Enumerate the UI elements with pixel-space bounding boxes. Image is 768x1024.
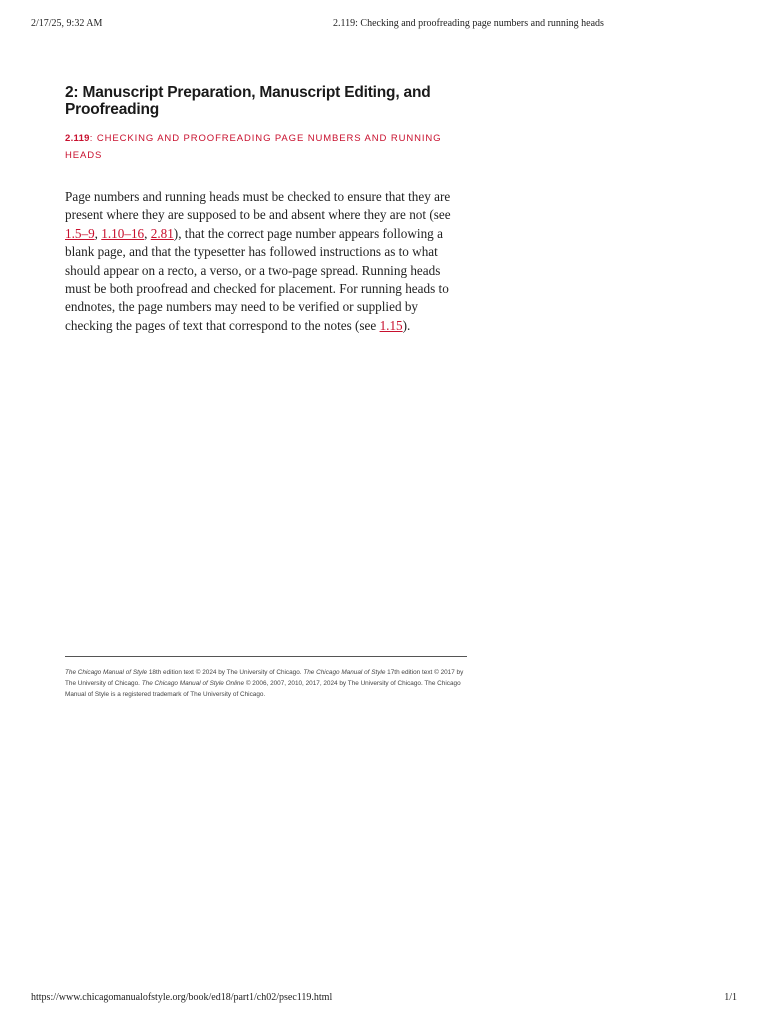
section-separator: :	[89, 133, 94, 144]
copyright-text: 18th edition text © 2024 by The University of Chicago.	[147, 669, 304, 676]
copyright-text: © 2006, 2007, 2010, 2017, 2024 by The University of Chicago. The Chicago Manual of Style is a registered trademark of The University of Chicago.	[65, 679, 461, 698]
cross-reference-link[interactable]: 1.10–16	[101, 225, 145, 241]
cross-reference-link[interactable]: 1.15	[379, 317, 403, 333]
copyright-notice	[65, 668, 467, 700]
cross-reference-link[interactable]: 2.81	[150, 225, 174, 241]
separator: ,	[94, 225, 102, 241]
paragraph-text-3: ).	[402, 317, 411, 333]
paragraph	[65, 188, 467, 335]
chapter-title: 2: Manuscript Preparation, Manuscript Editing, and Proofreading	[65, 84, 431, 118]
paragraph-text-1: Page numbers and running heads must be checked to ensure that they are present where they are supposed to be and absent where they are not (see	[65, 189, 451, 223]
print-page-number: 1/1	[724, 992, 737, 1003]
section-title: CHECKING AND PROOFREADING PAGE NUMBERS AND RUNNING HEADS	[65, 133, 442, 161]
copyright-book-title: The Chicago Manual of Style	[65, 669, 148, 676]
copyright-text: 17th edition text © 2017 by The University of Chicago.	[65, 669, 464, 687]
copyright-book-title: The Chicago Manual of Style	[303, 669, 386, 676]
copyright-online-title: The Chicago Manual of Style Online	[141, 679, 245, 687]
section-number: 2.119	[65, 133, 90, 144]
print-page-title: 2.119: Checking and proofreading page numbers and running heads	[333, 18, 604, 29]
section-heading	[65, 130, 467, 164]
footer-divider	[65, 656, 467, 657]
paragraph-text-2: ), that the correct page number appears following a blank page, and that the typesetter has followed instructions as to what should appear on a recto, a verso, or a two-page spread. Running heads must be both proofread and checked for placement. For running heads to endnotes, the page numbers may need to be verified or supplied by checking the pages of text that correspond to the notes (see	[65, 225, 449, 333]
article	[65, 84, 467, 348]
separator: ,	[144, 225, 151, 241]
cross-reference-link[interactable]: 1.5–9	[65, 225, 95, 241]
print-header	[31, 18, 737, 34]
print-datetime: 2/17/25, 9:32 AM	[31, 18, 103, 29]
print-footer	[31, 992, 737, 1006]
print-url: https://www.chicagomanualofstyle.org/book/ed18/part1/ch02/psec119.html	[31, 992, 333, 1003]
